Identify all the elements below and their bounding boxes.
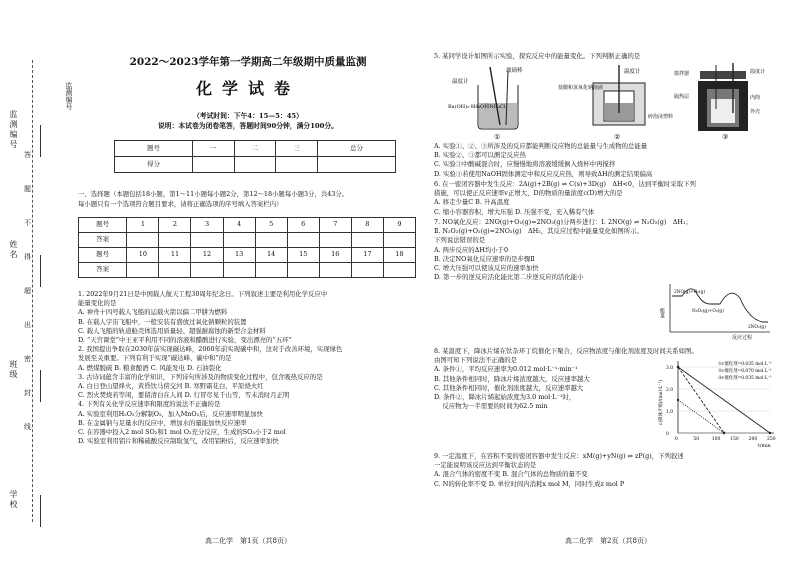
seal-char: 密 (24, 355, 31, 363)
answer-cell[interactable] (223, 263, 255, 278)
answer-cell[interactable] (319, 233, 351, 248)
legend-entry: ③c催化剂=0.035 mol·L⁻¹ (718, 376, 772, 381)
seal-char: 出 (24, 321, 31, 329)
score-cell[interactable] (318, 157, 396, 173)
label-glass-rod: 玻璃棒 (506, 68, 523, 74)
data-point (677, 366, 679, 368)
seal-char: 封 (24, 389, 31, 397)
question-number-cell: 17 (351, 248, 383, 263)
exam-note: 说明：本试卷为闭卷笔答，答题时间90分钟，满分100分。 (158, 122, 338, 130)
score-header-cell: 题号 (115, 141, 193, 157)
seal-char: 得 (24, 253, 31, 261)
score-table (114, 140, 396, 173)
option-line: D. 实验③若使用NaOH固体测定中和反应反应热，则导致ΔH的测定结果偏高 (434, 169, 653, 178)
question-line: C. 增大压强可以使该反应的速率加快 (434, 264, 539, 272)
sidebar-label-number: 监测编号 (9, 110, 18, 150)
data-point (769, 432, 771, 434)
question-number-cell: 5 (255, 218, 287, 233)
option-line: A. 实验①、②、③所涉及的反应都能判断反应物的总能量与生成物的总能量 (434, 142, 648, 150)
question-line: D. 实验室利用铝片和稀硫酸反应制取氢气，改用铝粉后，反应速率加快 (78, 437, 279, 446)
question-line: C. N的转化率不变 D. 单位时间内消耗x mol M，同时生成z mol P (434, 479, 625, 488)
field-line (40, 370, 42, 402)
y-tick-label: 1.0 (666, 410, 674, 415)
question-number-cell: 8 (351, 218, 383, 233)
chart-xlabel: t/min (758, 444, 771, 449)
answer-cell[interactable] (159, 233, 191, 248)
question-number-cell: 11 (159, 248, 191, 263)
question-number-cell: 9 (383, 218, 415, 233)
question-line: 8. 某温度下，降冰片烯在钛杂环丁烷催化下聚合，反应物浓度与催化剂浓度及时间关系如图。 (434, 347, 698, 355)
question-line: 1. 2022年9月21日是中国载人航天工程30周年纪念日。下列叙述主要是利用化学反应中 (78, 290, 328, 298)
question-line: B. 在金属钠与足量水的反应中，增加水的量能加快反应速率 (78, 418, 247, 427)
score-header-cell: 三 (276, 141, 318, 157)
question-line: A. 两步反应的ΔH均小于0 (434, 245, 509, 254)
seal-char: 线 (24, 423, 31, 431)
question-line: 3. 古诗词蕴含丰富的化学知识，下列诗句所涉及的物质变化过程中，包含吸热反应的是 (78, 372, 323, 381)
answer-cell[interactable] (287, 263, 319, 278)
sidebar-label-monitor: 监测编号 (65, 82, 73, 110)
question-number-cell: 18 (383, 248, 415, 263)
q5-stem: 5. 某同学设计如图所示实验，探究反应中的能量变化。下列判断正确的是 (434, 52, 641, 60)
score-header-cell: 一 (192, 141, 234, 157)
page-left (78, 0, 418, 562)
x-tick-label: 100 (711, 437, 721, 442)
score-header-cell: 二 (234, 141, 276, 157)
option-line: C. 实验③中酸碱混合时，应慢慢地将溶液缓缓倒入烧杯中再搅拌 (434, 160, 616, 169)
label-n2: ② (614, 133, 621, 141)
label-insulation: 隔热层 (674, 94, 690, 100)
question-line: C. 在容器中投入2 mol SO₂和1 mol O₂充分反应，生成的SO₃小于2 mol (78, 428, 286, 436)
seal-char: 超 (24, 287, 31, 295)
answer-row-label: 题号 (79, 248, 127, 263)
question-line: A. 移走少量C B. 升高温度 (434, 198, 510, 207)
question-line: 由图可知下列说法不正确的是 (434, 356, 518, 365)
label-thermo-2: 温度计 (624, 69, 641, 75)
section1-intro: 每小题只有一个选项符合题目要求，请将正确选项的序号填入答案栏内） (78, 200, 283, 208)
q5-apparatus-figure (448, 63, 778, 141)
energy-xlabel: 反应过程 (732, 335, 753, 341)
state-1: 2NO(g)+O₂(g) (674, 290, 706, 295)
question-line: 措施，可以使正反应速率v正增大、D的物质的量浓度c(D)增大的是 (434, 189, 623, 198)
energy-diagram (659, 282, 772, 341)
question-line: 反应物为一半需要的时间为62.5 min (434, 402, 548, 411)
answer-cell[interactable] (351, 263, 383, 278)
answer-row-label: 答案 (79, 233, 127, 248)
series-line (678, 400, 724, 433)
answer-cell[interactable] (255, 233, 287, 248)
question-line: 4. 下列有关化学反应速率和限度的说法不正确的是 (78, 400, 221, 409)
state-3: 2NO₂(g) (748, 325, 766, 330)
label-foam: 碎泡沫塑料 (648, 114, 674, 120)
answer-cell[interactable] (159, 263, 191, 278)
answer-cell[interactable] (191, 233, 223, 248)
x-tick-label: 50 (693, 437, 700, 442)
seal-char: 题 (24, 185, 31, 193)
label-thermo-3: 温度计 (750, 69, 766, 75)
question-number-cell: 3 (191, 218, 223, 233)
label-n3: ③ (722, 133, 729, 141)
chart-ylabel: c(降冰片烯)/(mol·L⁻¹) (659, 380, 664, 425)
question-line: B. 决定NO氧化反应速率的是步骤Ⅱ (434, 254, 535, 263)
question-line: C. 烈火焚烧若等闲，要留清白在人间 D. 行冒尽见千山雪，雪未消时月正明 (78, 391, 290, 400)
page-footer: 高二化学 第1页（共8页） (205, 537, 291, 545)
question-line: Ⅱ. N₂O₂(g)+O₂(g)=2NO₂(g) ΔH₂，其反应过程中能量变化如图所示。 (434, 227, 643, 236)
answer-cell[interactable] (255, 263, 287, 278)
exam-title: 2022～2023学年第一学期高二年级期中质量监测 (129, 56, 367, 68)
x-tick-label: 150 (730, 437, 739, 442)
x-tick-label: 200 (748, 437, 758, 442)
label-outer: 外壳 (750, 109, 761, 115)
calorimeter-3 (698, 63, 748, 131)
q8-chart (658, 355, 778, 447)
question-number-cell: 13 (223, 248, 255, 263)
energy-ylabel: 能量 (659, 308, 665, 318)
question-line: A. 混合气体的密度不变 B. 混合气体的总物质的量不变 (434, 470, 588, 479)
question-line: 发展至关重要。下列有利于实现“碳达峰、碳中和”的是 (78, 354, 232, 363)
question-line: D. “天宫课堂”中王亚平利用不同的溶液和醋酸进行实验，变出漂亮的“五环” (78, 336, 292, 344)
seal-char: 答 (24, 151, 31, 159)
question-line: B. 其他条件相同时，降冰片烯浓度越大，反应速率越大 (434, 374, 590, 383)
question-number-cell: 14 (255, 248, 287, 263)
question-line: 一定能说明该反应达到平衡状态的是 (434, 461, 537, 470)
question-line: A. 实验室利用H₂O₂分解制O₂，加入MnO₂后，反应速率明显加快 (78, 409, 264, 418)
state-2: N₂O₂(g)+O₂(g) (692, 309, 724, 314)
answer-row-label: 题号 (79, 218, 127, 233)
question-line: 2. 我国提出争取在2030年前实现碳达峰，2060年前实现碳中和，这对于改善环境，实现绿色 (78, 345, 343, 354)
score-header-cell: 总分 (318, 141, 396, 157)
sidebar-label-class: 班级 (9, 360, 18, 380)
question-line: 9. 一定温度下，在容积不变的密闭容器中发生反应：xM(g)+yN(g) ⇌ zP(g)，下列叙述 (434, 452, 684, 460)
exam-subject: 化学试卷 (195, 79, 300, 98)
question-line: A. 神舟十四号载人飞船的运载火箭以偏二甲肼为燃料 (78, 308, 228, 317)
answer-cell[interactable] (287, 233, 319, 248)
label-n1: ① (494, 133, 501, 141)
binding-margin (0, 0, 73, 562)
score-cell[interactable] (234, 157, 276, 173)
field-line (40, 255, 42, 287)
section1-intro: 一、选择题（本题包括18小题，第1～11小题每小题2分，第12～18小题每小题3分，共43分。 (78, 190, 349, 198)
answer-cell[interactable] (351, 233, 383, 248)
page-footer: 高二化学 第2页（共8页） (565, 537, 651, 545)
page-right (434, 0, 782, 562)
legend-entry: ②c催化剂=0.070 mol·L⁻¹ (718, 369, 772, 374)
question-number-cell: 2 (159, 218, 191, 233)
x-tick-label: 250 (767, 437, 776, 442)
question-line: 7. NO氧化反应：2NO(g)+O₂(g)=2NO₂(g)分两步进行：Ⅰ. 2NO(g) ⇌ N₂O₂(g) ΔH₁； (434, 218, 692, 226)
sidebar-label-school: 学校 (9, 490, 18, 510)
y-tick-label: 0 (666, 432, 669, 437)
field-line (40, 495, 42, 527)
label-reactant1: Ba(OH)₂·8H₂O和NH₄Cl (448, 104, 506, 110)
y-tick-label: 3.0 (666, 366, 674, 371)
question-number-cell: 1 (127, 218, 159, 233)
answer-row-label: 答案 (79, 263, 127, 278)
question-line: B. 在载人宇宙飞船中，一般安装有盛放过氧化钠颗粒的装置 (78, 317, 247, 326)
label-stirrer: 搅拌器 (674, 71, 690, 77)
legend-entry: ①c催化剂=0.035 mol·L⁻¹ (718, 362, 772, 367)
answer-cell[interactable] (191, 263, 223, 278)
answer-cell[interactable] (383, 263, 415, 278)
score-cell[interactable] (192, 157, 234, 173)
label-reactant2: 盐酸和氢氧化钠溶液 (558, 85, 604, 91)
data-point (723, 432, 725, 434)
question-line: D. 条件②，降冰片烯起始浓度为3.0 mol·L⁻¹时， (434, 393, 576, 401)
question-line: C. 载人飞船的轨道舱壳体选用质量轻、超强耐腐蚀的新型合金材料 (78, 326, 266, 335)
answer-cell[interactable] (319, 263, 351, 278)
question-line: 下列说法错误的是 (434, 236, 486, 245)
label-inner: 内筒 (750, 95, 761, 101)
data-point (677, 399, 679, 401)
field-line (40, 125, 42, 157)
label-thermometer: 温度计 (452, 79, 469, 85)
score-row-label: 得分 (115, 157, 193, 173)
answer-cell[interactable] (127, 263, 159, 278)
question-line: 能量变化的是 (78, 299, 117, 308)
y-tick-label: 2.0 (666, 388, 674, 393)
question-number-cell: 16 (319, 248, 351, 263)
question-number-cell: 10 (127, 248, 159, 263)
beaker-1 (478, 67, 518, 129)
sidebar-label-name: 姓名 (9, 240, 18, 260)
question-number-cell: 7 (319, 218, 351, 233)
question-number-cell: 6 (287, 218, 319, 233)
x-tick-label: 0 (675, 437, 678, 442)
seal-line (32, 60, 33, 522)
answer-cell[interactable] (127, 233, 159, 248)
question-line: A. 白日登山望烽火，黄昏饮马傍交河 B. 寒野霜花白，平原烧火红 (78, 382, 264, 390)
option-line: B. 实验②、③都可以测定反应热 (434, 151, 526, 160)
seal-char: 不 (24, 219, 31, 227)
question-line: D. 第一步的逆反应活化能比第二步逆反应的活化能小 (434, 273, 584, 282)
question-line: A. 燃煤脱硫 B. 粮食酿酒 C. 风能发电 D. 石油裂化 (78, 363, 222, 372)
exam-time: （考试时间：下午4：15—5：45） (193, 112, 303, 120)
score-cell[interactable] (276, 157, 318, 173)
answer-table (78, 217, 416, 278)
answer-cell[interactable] (223, 233, 255, 248)
question-number-cell: 15 (287, 248, 319, 263)
answer-cell[interactable] (383, 233, 415, 248)
question-number-cell: 4 (223, 218, 255, 233)
question-number-cell: 12 (191, 248, 223, 263)
question-line: C. 其他条件相同时，催化剂浓度越大，反应速率越大 (434, 383, 584, 392)
question-line: A. 条件①，平均反应速率为0.012 mol·L⁻¹·min⁻¹ (434, 365, 578, 374)
question-line: C. 缩小容器容积，增大压强 D. 压强不变，充入稀有气体 (434, 207, 595, 216)
question-line: 6. 在一密闭容器中发生反应：2A(g)+2B(g) ⇌ C(s)+3D(g) ΔH<0，达到平衡时采取下列 (434, 180, 696, 188)
